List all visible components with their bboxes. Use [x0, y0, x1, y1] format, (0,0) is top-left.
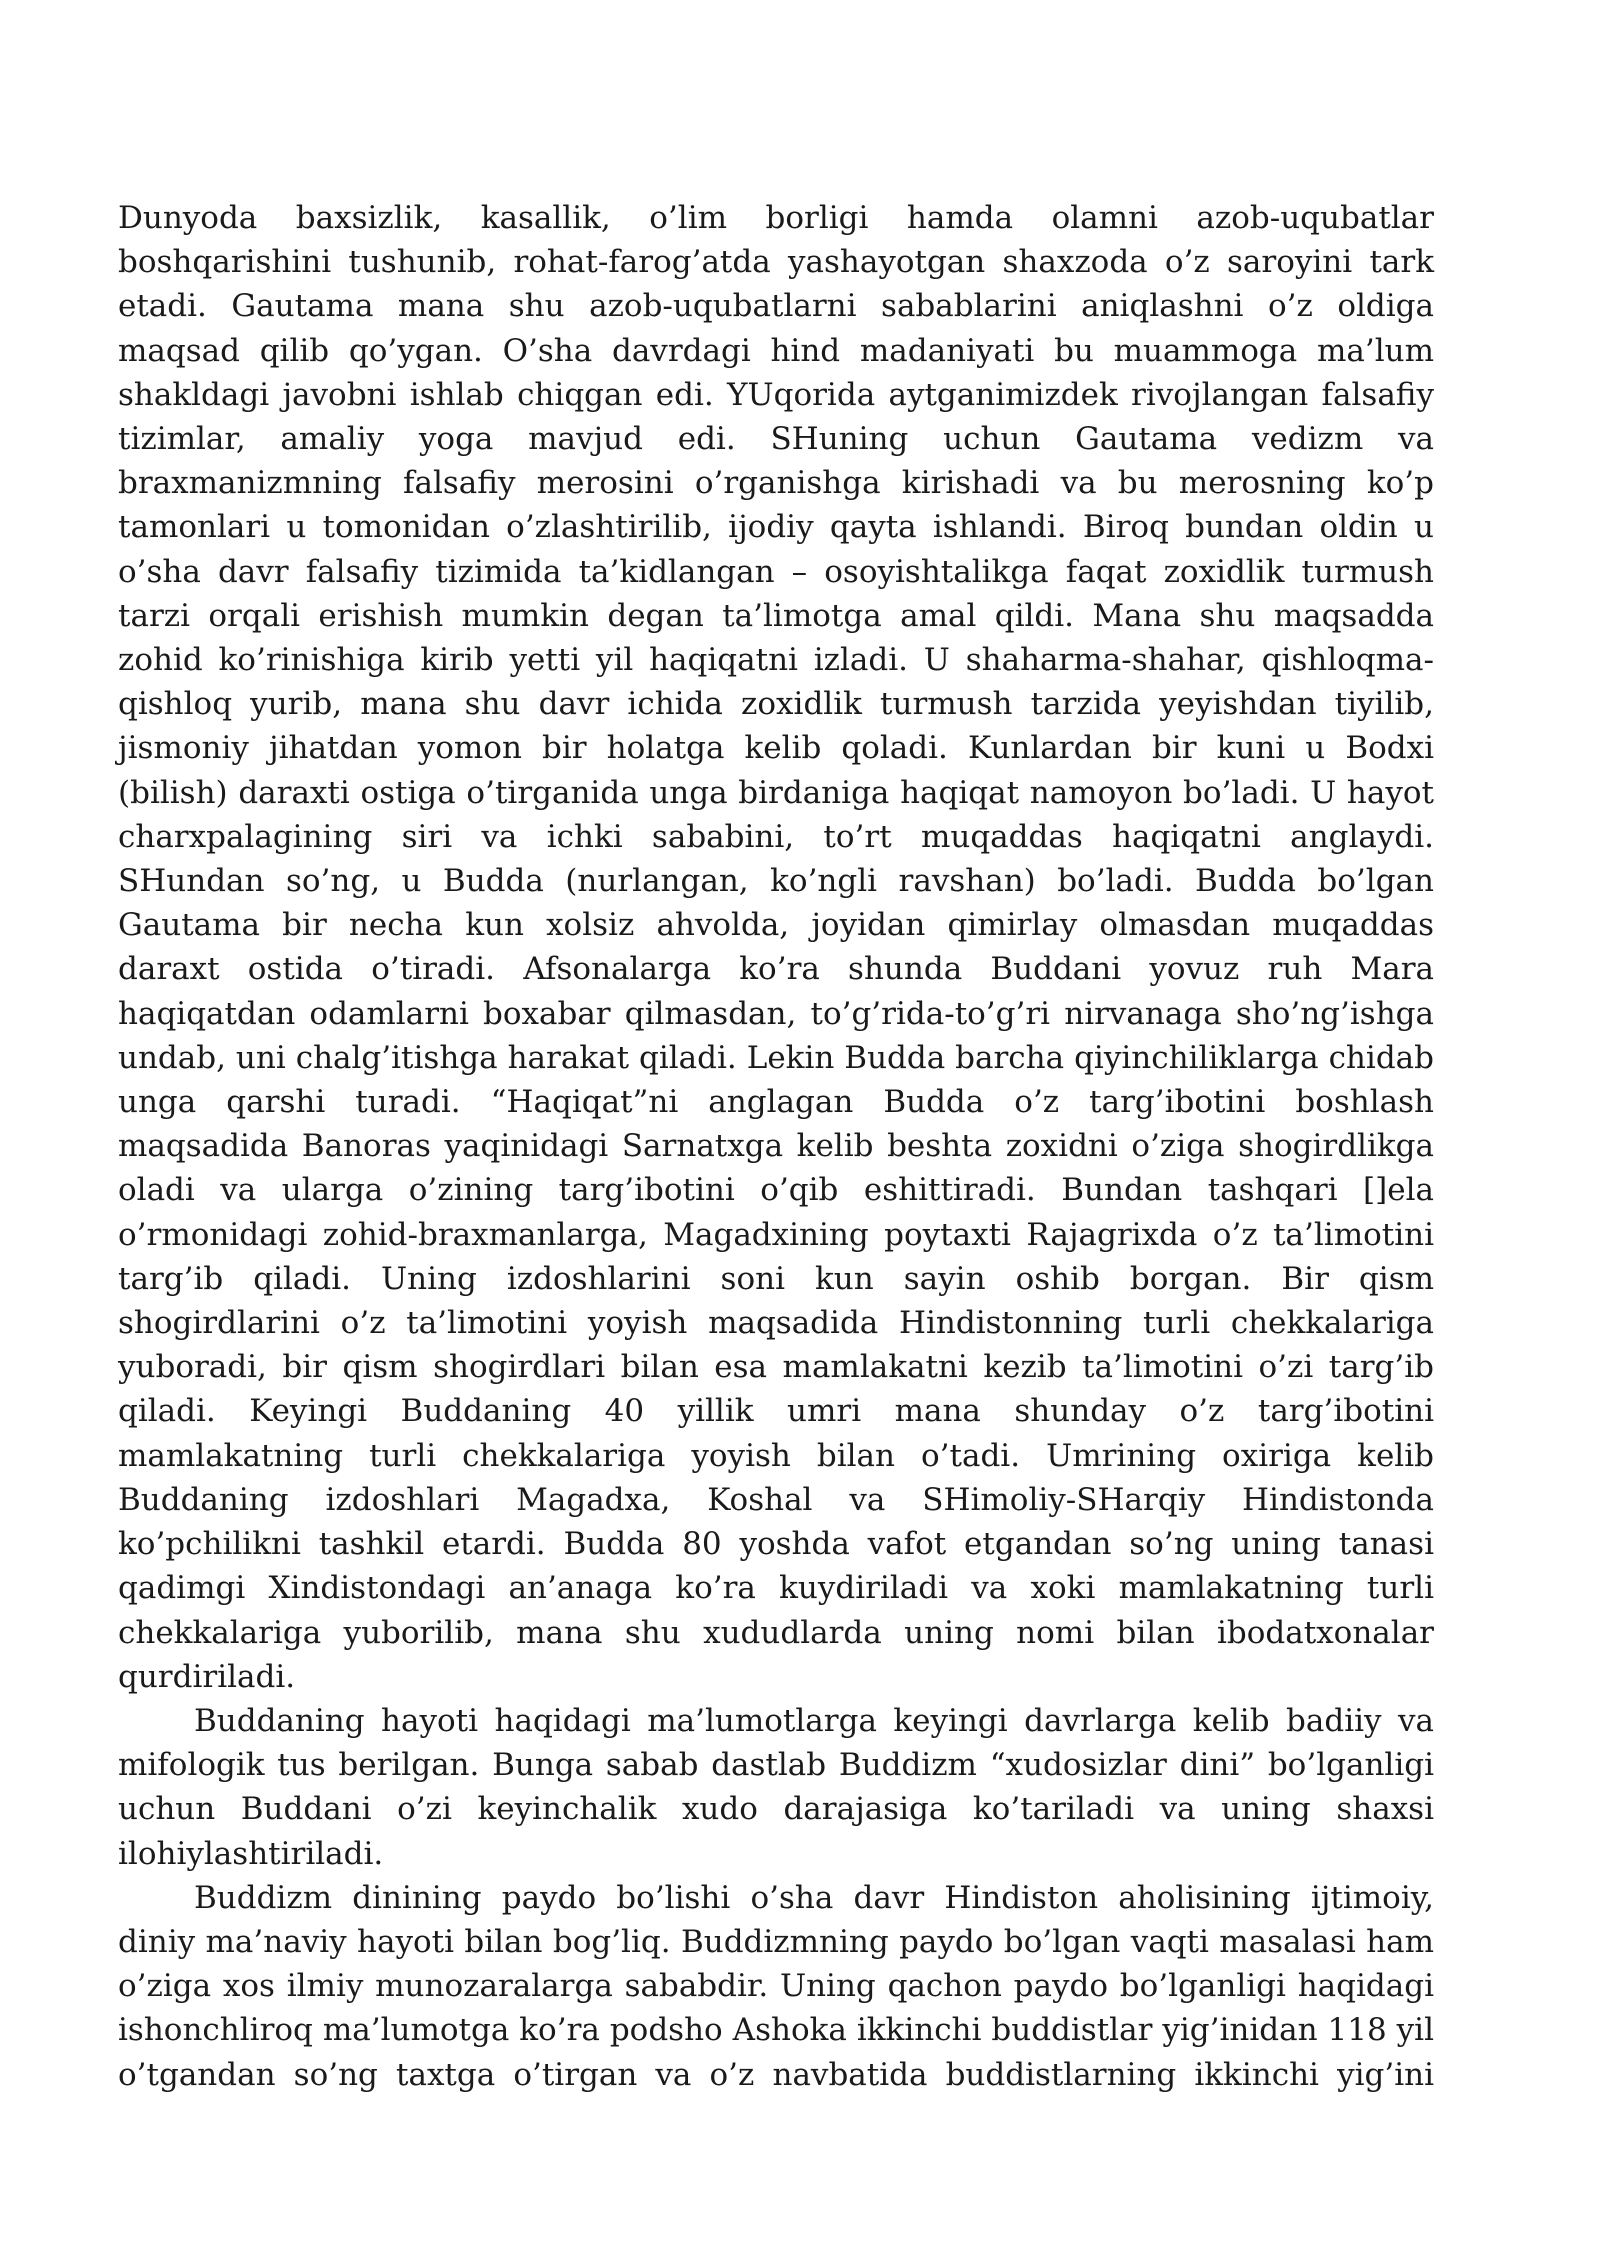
paragraph-mythologization: Buddaning hayoti haqidagi ma’lumotlarga keyingi davrlarga kelib badiiy va mifologik tus berilgan. Bunga sabab dastlab Buddizm “xudosizlar dini” bo’lganligi uchun Buddani o’zi keyinchalik xudo darajasiga ko’tariladi va uning shaxsi ilohiylashtiriladi.: [118, 1702, 1434, 1872]
paragraph-buddha-life: Dunyoda baxsizlik, kasallik, o’lim borligi hamda olamni azob-uqubatlar boshqarishini tushunib, rohat-farog’atda yashayotgan shaxzoda o’z saroyini tark etadi. Gautama mana shu azob-uqubatlarni sabablarini aniqlashni o’z oldiga maqsad qilib qo’ygan. O’sha davrdagi hind madaniyati bu muammoga ma’lum shakldagi javobni ishlab chiqgan edi. YUqorida aytganimizdek rivojlangan falsafiy tizimlar, amaliy yoga mavjud edi. SHuning uchun Gautama vedizm va braxmanizmning falsafiy merosini o’rganishga kirishadi va bu merosning ko’p tamonlari u tomonidan o’zlashtirilib, ijodiy qayta ishlandi. Biroq bundan oldin u o’sha davr falsafiy tizimida ta’kidlangan – osoyishtalikga faqat zoxidlik turmush tarzi orqali erishish mumkin degan ta’limotga amal qildi. Mana shu maqsadda zohid ko’rinishiga kirib yetti yil haqiqatni izladi. U shaharma-shahar, qishloqma-qishloq yurib, mana shu davr ichida zoxidlik turmush tarzida yeyishdan tiyilib, jismoniy jihatdan yomon bir holatga kelib qoladi. Kunlardan bir kuni u Bodxi (bilish) daraxti ostiga o’tirganida unga birdaniga haqiqat namoyon bo’ladi. U hayot charxpalagining siri va ichki sababini, to’rt muqaddas haqiqatni anglaydi. SHundan so’ng, u Budda (nurlangan, ko’ngli ravshan) bo’ladi. Budda bo’lgan Gautama bir necha kun xolsiz ahvolda, joyidan qimirlay olmasdan muqaddas daraxt ostida o’tiradi. Afsonalarga ko’ra shunda Buddani yovuz ruh Mara haqiqatdan odamlarni boxabar qilmasdan, to’g’rida-to’g’ri nirvanaga sho’ng’ishga undab, uni chalg’itishga harakat qiladi. Lekin Budda barcha qiyinchiliklarga chidab unga qarshi turadi. “Haqiqat”ni anglagan Budda o’z targ’ibotini boshlash maqsadida Banoras yaqinidagi Sarnatxga kelib beshta zoxidni o’ziga shogirdlikga oladi va ularga o’zining targ’ibotini o’qib eshittiradi. Bundan tashqari []ela o’rmonidagi zohid-braxmanlarga, Magadxining poytaxti Rajagrixda o’z ta’limotini targ’ib qiladi. Uning izdoshlarini soni kun sayin oshib borgan. Bir qism shogirdlarini o’z ta’limotini yoyish maqsadida Hindistonning turli chekkalariga yuboradi, bir qism shogirdlari bilan esa mamlakatni kezib ta’limotini o’zi targ’ib qiladi. Keyingi Buddaning 40 yillik umri mana shunday o’z targ’ibotini mamlakatning turli chekkalariga yoyish bilan o’tadi. Umrining oxiriga kelib Buddaning izdoshlari Magadxa, Koshal va SHimoliy-SHarqiy Hindistonda ko’pchilikni tashkil etardi. Budda 80 yoshda vafot etgandan so’ng uning tanasi qadimgi Xindistondagi an’anaga ko’ra kuydiriladi va xoki mamlakatning turli chekkalariga yuborilib, mana shu xududlarda uning nomi bilan ibodatxonalar qurdiriladi.: [118, 200, 1434, 1695]
body-text: [118, 196, 1434, 2097]
paragraph-buddhism-origin: Buddizm dinining paydo bo’lishi o’sha davr Hindiston aholisining ijtimoiy, diniy ma’naviy hayoti bilan bog’liq. Buddizmning paydo bo’lgan vaqti masalasi ham o’ziga xos ilmiy munozaralarga sababdir. Uning qachon paydo bo’lganligi haqidagi ishonchliroq ma’lumotga ko’ra podsho Ashoka ikkinchi buddistlar yig’inidan 118 yil o’tgandan so’ng taxtga o’tirgan va o’z navbatida buddistlarning ikkinchi yig’ini: [118, 1879, 1434, 2093]
